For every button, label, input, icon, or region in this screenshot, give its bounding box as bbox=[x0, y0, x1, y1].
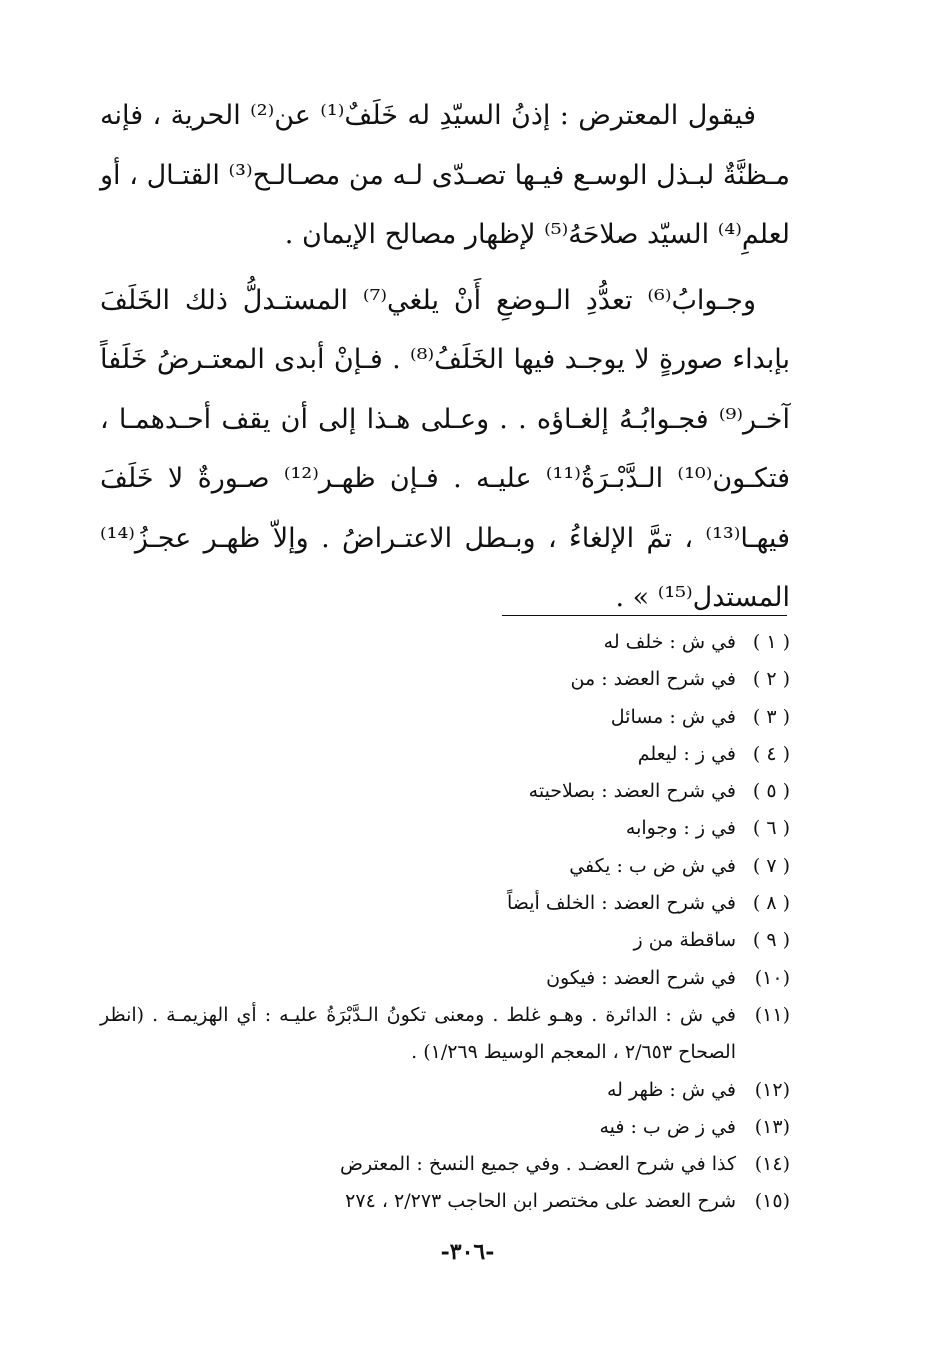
footnote-number: (١٣) bbox=[754, 1115, 790, 1138]
footnote-number: ( ٣ ) bbox=[752, 705, 790, 728]
footnote-15 bbox=[100, 1183, 790, 1220]
footnote-11 bbox=[100, 997, 790, 1072]
footnote-2 bbox=[100, 661, 790, 698]
footnote-number: ( ٩ ) bbox=[752, 929, 790, 952]
footnote-1 bbox=[100, 624, 790, 661]
footnote-number: (١٥) bbox=[754, 1190, 790, 1213]
footnote-number: (١١) bbox=[754, 1003, 790, 1026]
footnote-text: في ز : ليعلم bbox=[637, 742, 736, 765]
footnote-8 bbox=[100, 885, 790, 922]
footnote-text: شرح العضد على مختصر ابن الحاجب ٢/٢٧٣ ، ٢٧٤ bbox=[345, 1190, 736, 1213]
footnote-text: في ش ض ب : يكفي bbox=[569, 854, 736, 877]
footnote-text: في شرح العضد : من bbox=[570, 668, 736, 691]
footnote-9 bbox=[100, 922, 790, 959]
footnote-3 bbox=[100, 699, 790, 736]
footnote-text: في شرح العضد : الخلف أيضاً bbox=[507, 892, 736, 915]
footnote-text: في ش : خلف له bbox=[603, 631, 736, 653]
footnote-6 bbox=[100, 810, 790, 847]
footnote-14 bbox=[100, 1146, 790, 1183]
footnote-number: (١٠) bbox=[754, 966, 790, 989]
footnote-12 bbox=[100, 1072, 790, 1109]
footnotes-list bbox=[100, 624, 790, 1221]
footnote-number: ( ٦ ) bbox=[752, 817, 790, 840]
main-text-body bbox=[100, 86, 790, 628]
footnote-4 bbox=[100, 736, 790, 773]
footnote-number: ( ٢ ) bbox=[752, 668, 790, 691]
footnote-7 bbox=[100, 848, 790, 885]
footnote-text: في شرح العضد : بصلاحيته bbox=[528, 780, 736, 803]
footnote-number: ( ٧ ) bbox=[752, 854, 790, 877]
footnote-text: في ز : وجوابه bbox=[625, 817, 736, 840]
footnote-separator bbox=[502, 615, 787, 616]
paragraph-objection: فيقول المعترض : إذنُ السيّدِ له خَلَفٌ⁽¹⁾ عن⁽²⁾ الحرية ، فإنه مـظنَّةٌ لبـذل الوسـع فيـها تصـدّى لـه من مصـالـح⁽³⁾ القتـال ، أو لعلمِ⁽⁴⁾ السيّد صلاحَهُ⁽⁵⁾ لإظهار مصالح الإيمان . bbox=[100, 100, 791, 250]
footnote-text: ساقطة من ز bbox=[633, 929, 736, 952]
footnote-number: ( ٥ ) bbox=[752, 780, 790, 803]
footnote-number: ( ١ ) bbox=[752, 631, 790, 653]
footnote-number: (١٢) bbox=[754, 1078, 790, 1101]
footnote-text: كذا في شرح العضـد . وفي جميع النسخ : المعترض bbox=[339, 1153, 736, 1176]
footnote-number: (١٤) bbox=[754, 1153, 790, 1176]
paragraph-answer: وجـوابُ⁽⁶⁾ تعدُّدِ الـوضعِ أَنْ يلغي⁽⁷⁾ المستـدلُّ ذلك الخَلَفَ بإبداء صورةٍ لا يوجـد فيها الخَلَفُ⁽⁸⁾ . فـإنْ أبدى المعتـرضُ خَلَفاً آخـر⁽⁹⁾ فجـوابُـهُ إلغـاؤه . . وعـلى هـذا إلى أن يقف أحـدهمـا ، فتكـون⁽¹⁰⁾ الـدَّبْـرَةُ⁽¹¹⁾ عليـه . فـإن ظهـر⁽¹²⁾ صـورةٌ لا خَلَفَ فيهـا⁽¹³⁾ ، تمَّ الإلغاءُ ، وبـطل الاعتـراضُ . وإلاّ ظهـر عجـزُ⁽¹⁴⁾ المستدل⁽¹⁵⁾ » . bbox=[100, 284, 791, 613]
footnote-13 bbox=[100, 1109, 790, 1146]
footnote-text: في ش : الدائرة . وهـو غلط . ومعنى تكونُ الـدَّبْرَةُ عليـه : أي الهزيمـة . (انظر الصحاح ٢/٦٥٣ ، المعجم الوسيط ١/٢٦٩) . bbox=[100, 1003, 736, 1064]
footnote-text: في ش : مسائل bbox=[610, 705, 736, 728]
footnote-text: في ز ض ب : فيه bbox=[599, 1115, 736, 1138]
footnote-10 bbox=[100, 960, 790, 997]
footnote-number: ( ٤ ) bbox=[752, 742, 790, 765]
page-number: -٣٠٦- bbox=[440, 1239, 495, 1265]
footnote-text: في ش : ظهر له bbox=[606, 1078, 736, 1101]
footnote-5 bbox=[100, 773, 790, 810]
footnote-number: ( ٨ ) bbox=[752, 892, 790, 915]
footnote-text: في شرح العضد : فيكون bbox=[546, 966, 736, 989]
